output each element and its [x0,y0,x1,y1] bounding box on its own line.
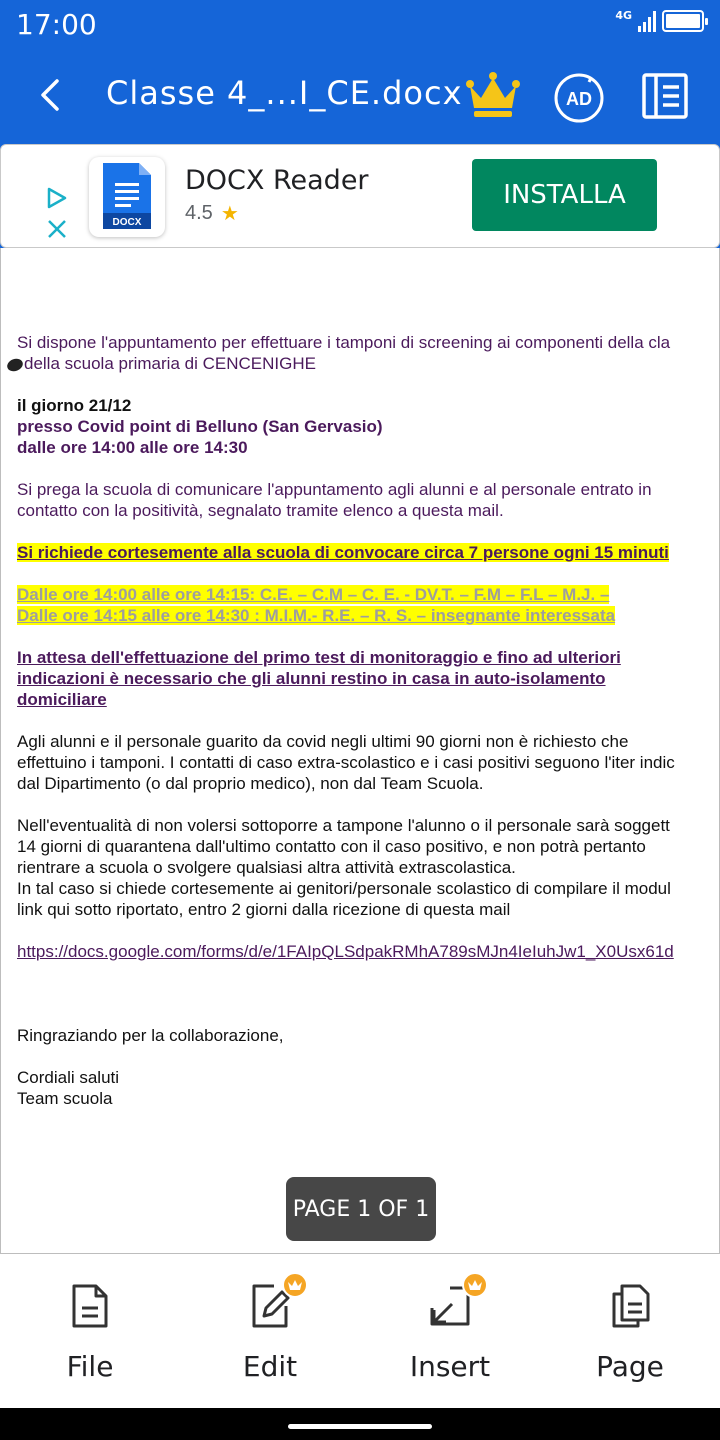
docx-icon-label: DOCX [112,217,142,228]
doc-line: rientrare a scuola o svolgere qualsiasi altra attività extrascolastica. [17,858,516,877]
premium-button[interactable] [464,70,522,122]
status-bar [0,0,720,50]
doc-slot [17,584,720,605]
doc-line: Agli alunni e il personale guarito da covid negli ultimi 90 giorni non è richiesto che [17,732,629,751]
doc-date: il giorno 21/12 [17,396,132,415]
premium-crown-icon [282,1272,308,1298]
document-view[interactable] [0,248,720,1254]
highlighted-slot-1: Dalle ore 14:00 alle ore 14:15: C.E. – C.M – C. E. - DV.T. – F.M – F.L – M.J. – [17,585,610,604]
premium-crown-icon [462,1272,488,1298]
outline-icon [641,72,689,120]
doc-slot [17,605,720,626]
doc-line: In tal caso si chiede cortesemente ai genitori/personale scolastico di compilare il modul [17,879,671,898]
document-title: Classe 4_...I_CE.docx [106,74,463,112]
doc-line: indicazioni è necessario che gli alunni restino in casa in auto-isolamento [17,669,606,688]
edit-label: Edit [242,1350,298,1383]
redaction-mark [5,356,24,373]
edit-button[interactable] [200,1282,340,1392]
doc-signature: Team scuola [17,1089,113,1108]
back-button[interactable] [30,72,70,118]
doc-place: presso Covid point di Belluno (San Gervasio) [17,417,383,436]
doc-line: 14 giorni di quarantena dall'ultimo contatto con il caso positivo, e non potrà pertanto [17,837,646,856]
doc-line: Si prega la scuola di comunicare l'appuntamento agli alunni e al personale entrato in [17,480,652,499]
file-icon [66,1282,114,1330]
highlighted-request: Si richiede cortesemente alla scuola di convocare circa 7 persone ogni 15 minuti [17,543,669,562]
highlighted-slot-2: Dalle ore 14:15 alle ore 14:30 : M.I.M.- R.E. – R. S. – insegnante interessata [17,606,616,625]
ad-app-name: DOCX Reader [185,165,369,196]
doc-line: effettuino i tamponi. I contatti di caso extra-scolastico e i casi positivi seguono l'iter indic [17,753,675,772]
insert-button[interactable] [380,1282,520,1392]
doc-line: In attesa dell'effettuazione del primo test di monitoraggio e fino ad ulteriori [17,648,621,667]
docx-document-icon [89,157,165,237]
status-indicators [615,10,704,32]
network-type: 4G [615,9,632,22]
crown-icon [464,70,522,122]
docx-app-icon[interactable] [89,157,165,237]
no-ads-icon [553,72,605,124]
page-indicator: PAGE 1 OF 1 [286,1177,436,1241]
navigation-bar [0,1408,720,1440]
document-content [17,332,720,1109]
edit-icon [246,1282,294,1330]
doc-line-text: della scuola primaria di CENCENIGHE [24,354,316,373]
doc-thanks: Ringraziando per la collaborazione, [17,1026,284,1045]
doc-line [17,353,720,374]
install-button[interactable]: INSTALLA [472,159,657,231]
doc-line: dal Dipartimento (o dal proprio medico), non dal Team Scuola. [17,774,484,793]
page-icon [606,1282,654,1330]
signal-icon [638,10,656,32]
status-time: 17:00 [16,8,97,41]
insert-icon [426,1282,474,1330]
back-icon [39,78,61,112]
ad-rating-value: 4.5 [185,202,213,224]
doc-line: Si dispone l'appuntamento per effettuare i tamponi di screening ai componenti della cla [17,333,671,352]
home-indicator[interactable] [288,1424,432,1429]
ad-icon-text: AD [566,89,592,109]
outline-button[interactable] [641,72,689,120]
form-link[interactable]: https://docs.google.com/forms/d/e/1FAIpQLSdpakRMhA789sMJn4IeIuhJw1_X0Usx61d [17,942,674,961]
app-bar [0,50,720,144]
page-button[interactable] [560,1282,700,1392]
battery-fill [666,14,700,28]
doc-line: link qui sotto riportato, entro 2 giorni dalla ricezione di questa mail [17,900,511,919]
doc-line: domiciliare [17,690,107,709]
ad-rating [185,201,239,226]
doc-time: dalle ore 14:00 alle ore 14:30 [17,438,248,457]
star-icon: ★ [220,203,239,225]
file-label: File [66,1350,114,1383]
remove-ads-button[interactable] [553,72,605,124]
bottom-toolbar [0,1254,720,1408]
file-button[interactable] [20,1282,160,1392]
insert-label: Insert [409,1350,491,1383]
doc-closing: Cordiali saluti [17,1068,120,1087]
ad-choices-icon [45,187,71,239]
doc-request [17,542,720,563]
page-label: Page [596,1350,664,1383]
doc-line: Nell'eventualità di non volersi sottoporre a tampone l'alunno o il personale sarà soggett [17,816,670,835]
doc-line: contatto con la positività, segnalato tramite elenco a questa mail. [17,501,504,520]
ad-banner[interactable] [0,144,720,248]
battery-icon [662,10,704,32]
ad-choices[interactable] [45,187,71,239]
